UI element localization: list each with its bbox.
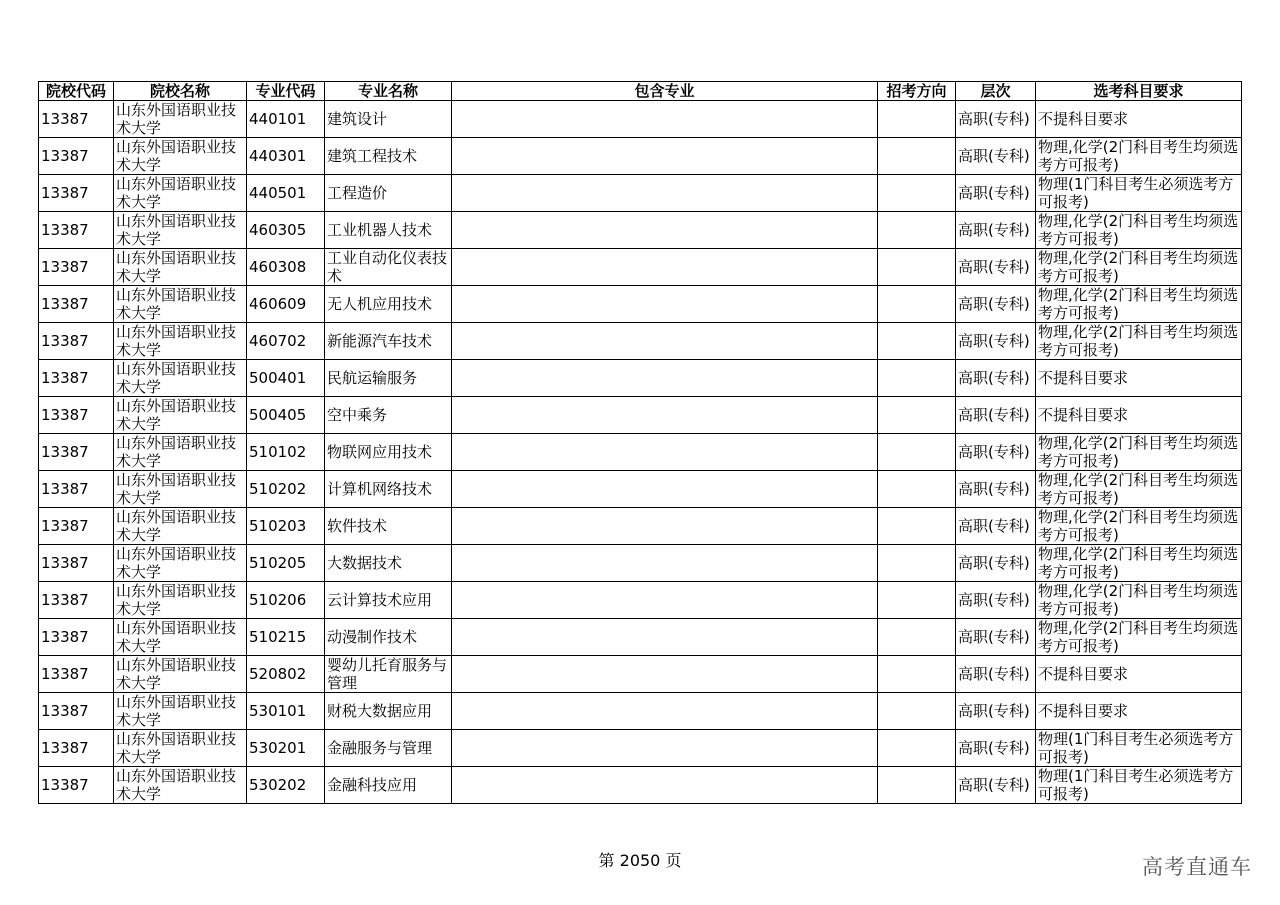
cell-level: 高职(专科) [956,212,1036,249]
cell-level: 高职(专科) [956,360,1036,397]
cell-direction [878,175,956,212]
table-row [39,323,1242,360]
cell-major-name: 无人机应用技术 [325,286,452,323]
cell-school-code: 13387 [39,138,114,175]
cell-included-majors [452,212,878,249]
admissions-table [38,81,1242,804]
cell-included-majors [452,397,878,434]
cell-requirement: 物理(1门科目考生必须选考方可报考) [1036,175,1242,212]
cell-school-code: 13387 [39,175,114,212]
cell-requirement: 物理,化学(2门科目考生均须选考方可报考) [1036,508,1242,545]
cell-requirement: 物理,化学(2门科目考生均须选考方可报考) [1036,471,1242,508]
cell-included-majors [452,582,878,619]
cell-level: 高职(专科) [956,286,1036,323]
table-row [39,249,1242,286]
header-school-code: 院校代码 [39,82,114,101]
cell-included-majors [452,656,878,693]
cell-direction [878,212,956,249]
cell-included-majors [452,138,878,175]
cell-major-code: 510102 [247,434,325,471]
cell-level: 高职(专科) [956,508,1036,545]
cell-school-name: 山东外国语职业技术大学 [114,508,247,545]
cell-school-code: 13387 [39,656,114,693]
cell-level: 高职(专科) [956,434,1036,471]
cell-level: 高职(专科) [956,175,1036,212]
cell-requirement: 不提科目要求 [1036,101,1242,138]
cell-school-code: 13387 [39,434,114,471]
cell-school-code: 13387 [39,397,114,434]
cell-included-majors [452,434,878,471]
cell-major-name: 财税大数据应用 [325,693,452,730]
cell-level: 高职(专科) [956,730,1036,767]
cell-school-code: 13387 [39,545,114,582]
cell-major-name: 新能源汽车技术 [325,323,452,360]
cell-school-code: 13387 [39,582,114,619]
table-row [39,730,1242,767]
cell-included-majors [452,360,878,397]
cell-level: 高职(专科) [956,138,1036,175]
cell-school-code: 13387 [39,286,114,323]
cell-school-name: 山东外国语职业技术大学 [114,545,247,582]
cell-included-majors [452,619,878,656]
cell-requirement: 不提科目要求 [1036,397,1242,434]
table-body [39,101,1242,804]
cell-level: 高职(专科) [956,545,1036,582]
cell-school-code: 13387 [39,508,114,545]
cell-school-name: 山东外国语职业技术大学 [114,693,247,730]
cell-school-code: 13387 [39,212,114,249]
cell-school-name: 山东外国语职业技术大学 [114,323,247,360]
cell-school-code: 13387 [39,360,114,397]
cell-requirement: 物理,化学(2门科目考生均须选考方可报考) [1036,138,1242,175]
cell-school-name: 山东外国语职业技术大学 [114,471,247,508]
cell-requirement: 不提科目要求 [1036,656,1242,693]
cell-included-majors [452,471,878,508]
cell-major-code: 460702 [247,323,325,360]
cell-school-name: 山东外国语职业技术大学 [114,101,247,138]
cell-direction [878,471,956,508]
cell-direction [878,323,956,360]
cell-major-code: 530202 [247,767,325,804]
cell-requirement: 物理,化学(2门科目考生均须选考方可报考) [1036,545,1242,582]
header-school-name: 院校名称 [114,82,247,101]
cell-major-name: 婴幼儿托育服务与管理 [325,656,452,693]
cell-major-code: 460305 [247,212,325,249]
cell-level: 高职(专科) [956,619,1036,656]
table-row [39,101,1242,138]
cell-major-code: 510215 [247,619,325,656]
cell-major-name: 软件技术 [325,508,452,545]
cell-major-code: 520802 [247,656,325,693]
header-included-majors: 包含专业 [452,82,878,101]
cell-direction [878,582,956,619]
cell-school-code: 13387 [39,471,114,508]
cell-direction [878,545,956,582]
cell-level: 高职(专科) [956,323,1036,360]
table-row [39,175,1242,212]
cell-major-code: 510202 [247,471,325,508]
table-row [39,656,1242,693]
cell-included-majors [452,249,878,286]
cell-school-name: 山东外国语职业技术大学 [114,212,247,249]
cell-school-name: 山东外国语职业技术大学 [114,730,247,767]
cell-included-majors [452,323,878,360]
cell-major-name: 工业机器人技术 [325,212,452,249]
cell-direction [878,619,956,656]
cell-school-code: 13387 [39,767,114,804]
cell-school-name: 山东外国语职业技术大学 [114,619,247,656]
cell-major-name: 金融服务与管理 [325,730,452,767]
table-row [39,286,1242,323]
cell-level: 高职(专科) [956,582,1036,619]
cell-school-name: 山东外国语职业技术大学 [114,582,247,619]
header-major-name: 专业名称 [325,82,452,101]
cell-level: 高职(专科) [956,101,1036,138]
cell-school-code: 13387 [39,619,114,656]
cell-major-code: 460609 [247,286,325,323]
cell-school-code: 13387 [39,730,114,767]
cell-school-name: 山东外国语职业技术大学 [114,656,247,693]
cell-school-code: 13387 [39,101,114,138]
cell-level: 高职(专科) [956,397,1036,434]
cell-level: 高职(专科) [956,656,1036,693]
cell-direction [878,656,956,693]
table-row [39,508,1242,545]
table-row [39,582,1242,619]
cell-direction [878,249,956,286]
cell-level: 高职(专科) [956,249,1036,286]
header-major-code: 专业代码 [247,82,325,101]
header-direction: 招考方向 [878,82,956,101]
cell-included-majors [452,175,878,212]
cell-major-code: 500401 [247,360,325,397]
cell-direction [878,101,956,138]
cell-school-name: 山东外国语职业技术大学 [114,138,247,175]
cell-major-name: 建筑工程技术 [325,138,452,175]
cell-major-name: 金融科技应用 [325,767,452,804]
table-header [39,82,1242,101]
table-row [39,138,1242,175]
cell-requirement: 物理,化学(2门科目考生均须选考方可报考) [1036,619,1242,656]
cell-included-majors [452,286,878,323]
cell-major-code: 500405 [247,397,325,434]
cell-level: 高职(专科) [956,693,1036,730]
cell-requirement: 物理(1门科目考生必须选考方可报考) [1036,730,1242,767]
table-row [39,397,1242,434]
cell-direction [878,434,956,471]
cell-school-code: 13387 [39,693,114,730]
cell-major-code: 440301 [247,138,325,175]
cell-direction [878,397,956,434]
cell-major-name: 工业自动化仪表技术 [325,249,452,286]
cell-major-code: 530101 [247,693,325,730]
cell-major-code: 510203 [247,508,325,545]
cell-school-code: 13387 [39,249,114,286]
cell-school-code: 13387 [39,323,114,360]
table-row [39,545,1242,582]
header-requirement: 选考科目要求 [1036,82,1242,101]
cell-school-name: 山东外国语职业技术大学 [114,767,247,804]
cell-included-majors [452,545,878,582]
cell-major-name: 计算机网络技术 [325,471,452,508]
cell-requirement: 不提科目要求 [1036,360,1242,397]
cell-major-name: 空中乘务 [325,397,452,434]
watermark-text: 高考直通车 [1142,855,1252,879]
cell-requirement: 不提科目要求 [1036,693,1242,730]
cell-included-majors [452,730,878,767]
cell-major-code: 530201 [247,730,325,767]
cell-major-code: 510205 [247,545,325,582]
cell-major-name: 大数据技术 [325,545,452,582]
cell-major-name: 云计算技术应用 [325,582,452,619]
cell-direction [878,138,956,175]
table-row [39,471,1242,508]
table-row [39,434,1242,471]
cell-included-majors [452,693,878,730]
cell-direction [878,730,956,767]
cell-included-majors [452,767,878,804]
cell-requirement: 物理,化学(2门科目考生均须选考方可报考) [1036,582,1242,619]
table-row [39,360,1242,397]
cell-school-name: 山东外国语职业技术大学 [114,360,247,397]
cell-requirement: 物理,化学(2门科目考生均须选考方可报考) [1036,323,1242,360]
table-row [39,212,1242,249]
cell-major-code: 460308 [247,249,325,286]
cell-direction [878,360,956,397]
cell-included-majors [452,508,878,545]
header-row [39,82,1242,101]
cell-school-name: 山东外国语职业技术大学 [114,175,247,212]
cell-level: 高职(专科) [956,471,1036,508]
cell-included-majors [452,101,878,138]
cell-level: 高职(专科) [956,767,1036,804]
cell-requirement: 物理,化学(2门科目考生均须选考方可报考) [1036,434,1242,471]
table-row [39,767,1242,804]
table-row [39,619,1242,656]
cell-requirement: 物理,化学(2门科目考生均须选考方可报考) [1036,286,1242,323]
cell-major-name: 民航运输服务 [325,360,452,397]
cell-school-name: 山东外国语职业技术大学 [114,249,247,286]
cell-major-name: 物联网应用技术 [325,434,452,471]
cell-major-name: 工程造价 [325,175,452,212]
cell-direction [878,286,956,323]
cell-major-code: 510206 [247,582,325,619]
table-row [39,693,1242,730]
cell-direction [878,767,956,804]
cell-direction [878,693,956,730]
cell-requirement: 物理,化学(2门科目考生均须选考方可报考) [1036,249,1242,286]
header-level: 层次 [956,82,1036,101]
cell-major-code: 440101 [247,101,325,138]
cell-major-name: 动漫制作技术 [325,619,452,656]
cell-requirement: 物理(1门科目考生必须选考方可报考) [1036,767,1242,804]
cell-school-name: 山东外国语职业技术大学 [114,286,247,323]
cell-school-name: 山东外国语职业技术大学 [114,434,247,471]
cell-direction [878,508,956,545]
cell-major-code: 440501 [247,175,325,212]
cell-school-name: 山东外国语职业技术大学 [114,397,247,434]
cell-major-name: 建筑设计 [325,101,452,138]
page-number: 第 2050 页 [598,851,682,870]
cell-requirement: 物理,化学(2门科目考生均须选考方可报考) [1036,212,1242,249]
